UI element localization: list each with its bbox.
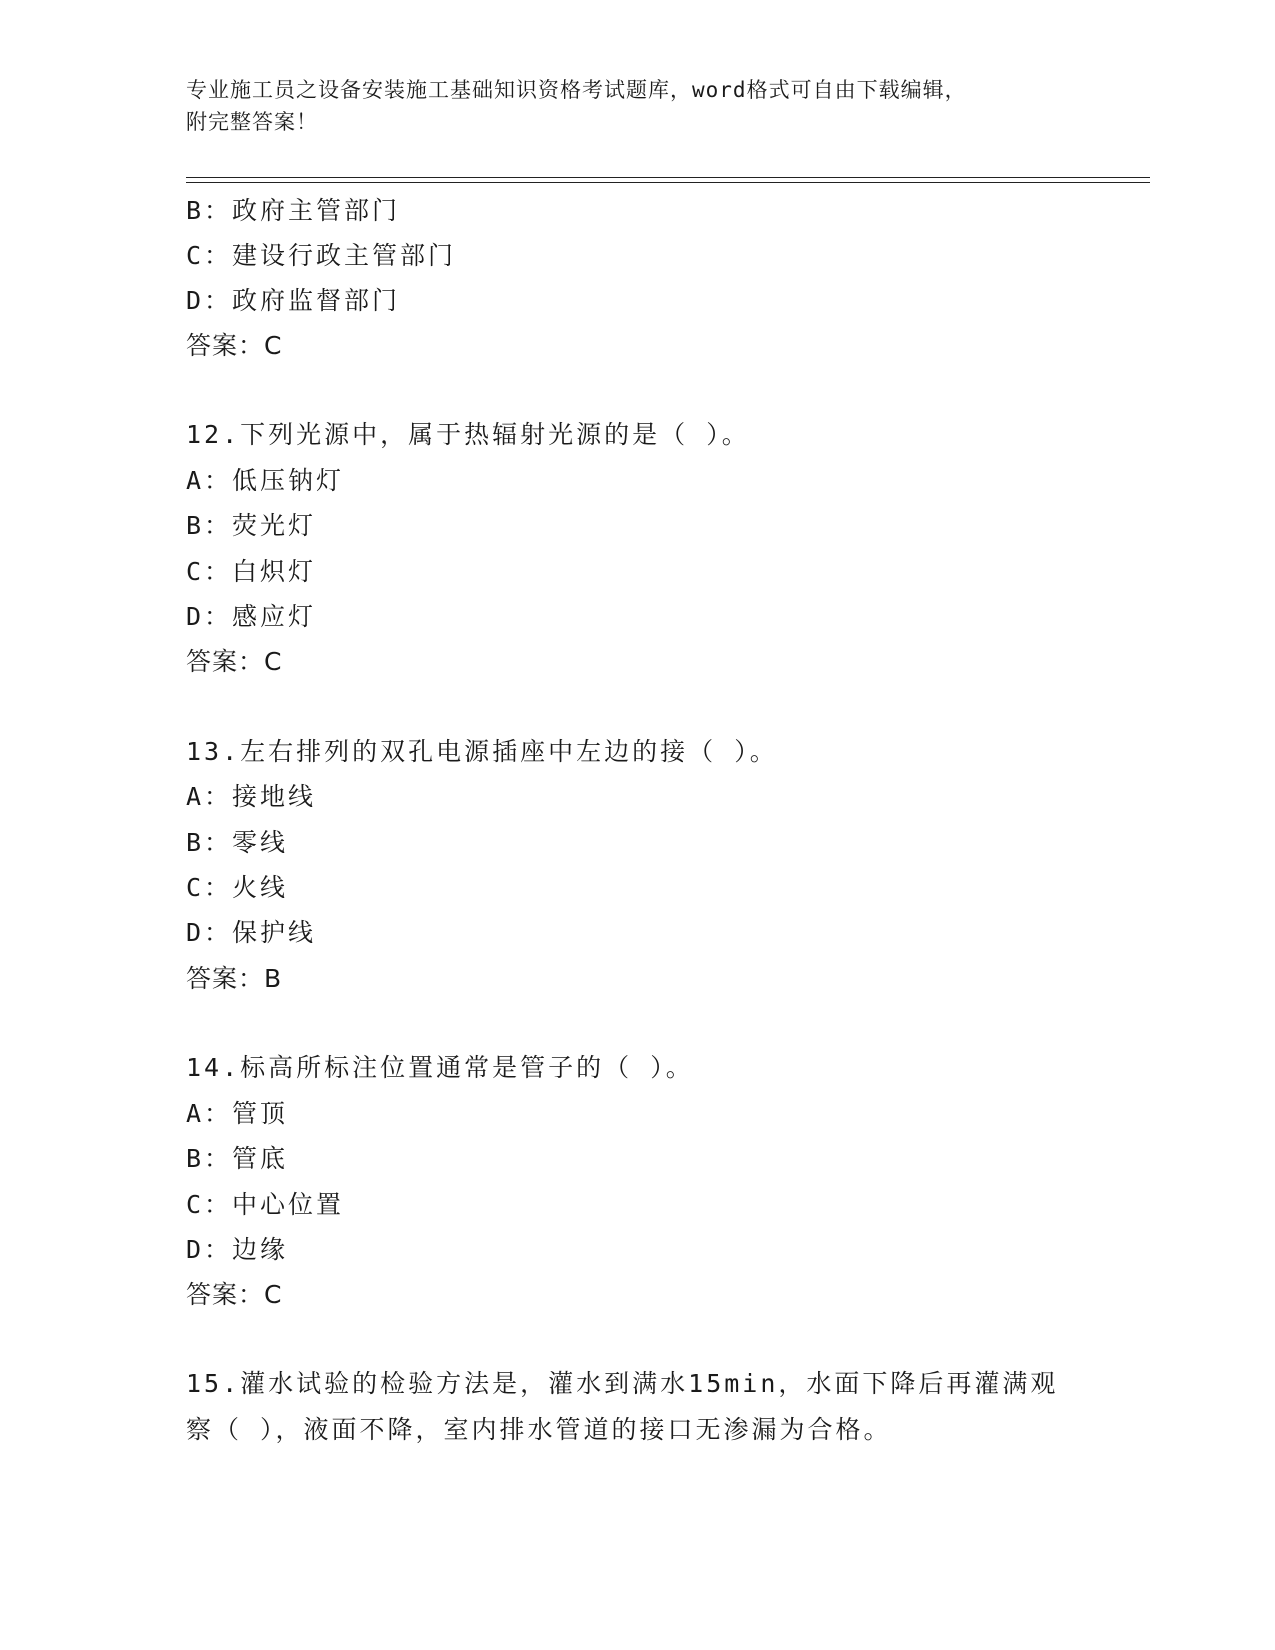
q13-option-d: D：保护线	[186, 918, 317, 947]
q15-question-line-2: 察（ ），液面不降，室内排水管道的接口无渗漏为合格。	[186, 1415, 892, 1444]
header-divider-top	[186, 177, 1150, 178]
header-line-1: 专业施工员之设备安装施工基础知识资格考试题库，word格式可自由下载编辑，	[186, 78, 967, 102]
q11-option-b: B：政府主管部门	[186, 196, 401, 225]
header-divider-bottom	[186, 182, 1150, 183]
document-header	[186, 74, 1086, 138]
q13-question: 13.左右排列的双孔电源插座中左边的接（ ）。	[186, 737, 778, 766]
q12-option-a: A：低压钠灯	[186, 466, 345, 495]
q11-option-d: D：政府监督部门	[186, 286, 401, 315]
q14-question: 14.标高所标注位置通常是管子的（ ）。	[186, 1053, 694, 1082]
q15-question-line-1: 15.灌水试验的检验方法是，灌水到满水15min，水面下降后再灌满观	[186, 1369, 1059, 1398]
header-line-2: 附完整答案！	[186, 110, 318, 134]
q13-answer: 答案：B	[186, 964, 283, 993]
q14-option-a: A：管顶	[186, 1099, 289, 1128]
q12-question: 12.下列光源中，属于热辐射光源的是（ ）。	[186, 420, 750, 449]
q14-option-c: C：中心位置	[186, 1190, 345, 1219]
q12-option-c: C：白炽灯	[186, 557, 317, 586]
q14-option-d: D：边缘	[186, 1235, 289, 1264]
q11-answer: 答案：C	[186, 331, 283, 360]
q14-option-b: B：管底	[186, 1144, 289, 1173]
q12-option-b: B：荧光灯	[186, 511, 317, 540]
q13-option-c: C：火线	[186, 873, 289, 902]
q12-option-d: D：感应灯	[186, 602, 317, 631]
q11-option-c: C：建设行政主管部门	[186, 241, 457, 270]
q14-answer: 答案：C	[186, 1280, 283, 1309]
q13-option-a: A：接地线	[186, 782, 317, 811]
q12-answer: 答案：C	[186, 647, 283, 676]
q13-option-b: B：零线	[186, 828, 289, 857]
